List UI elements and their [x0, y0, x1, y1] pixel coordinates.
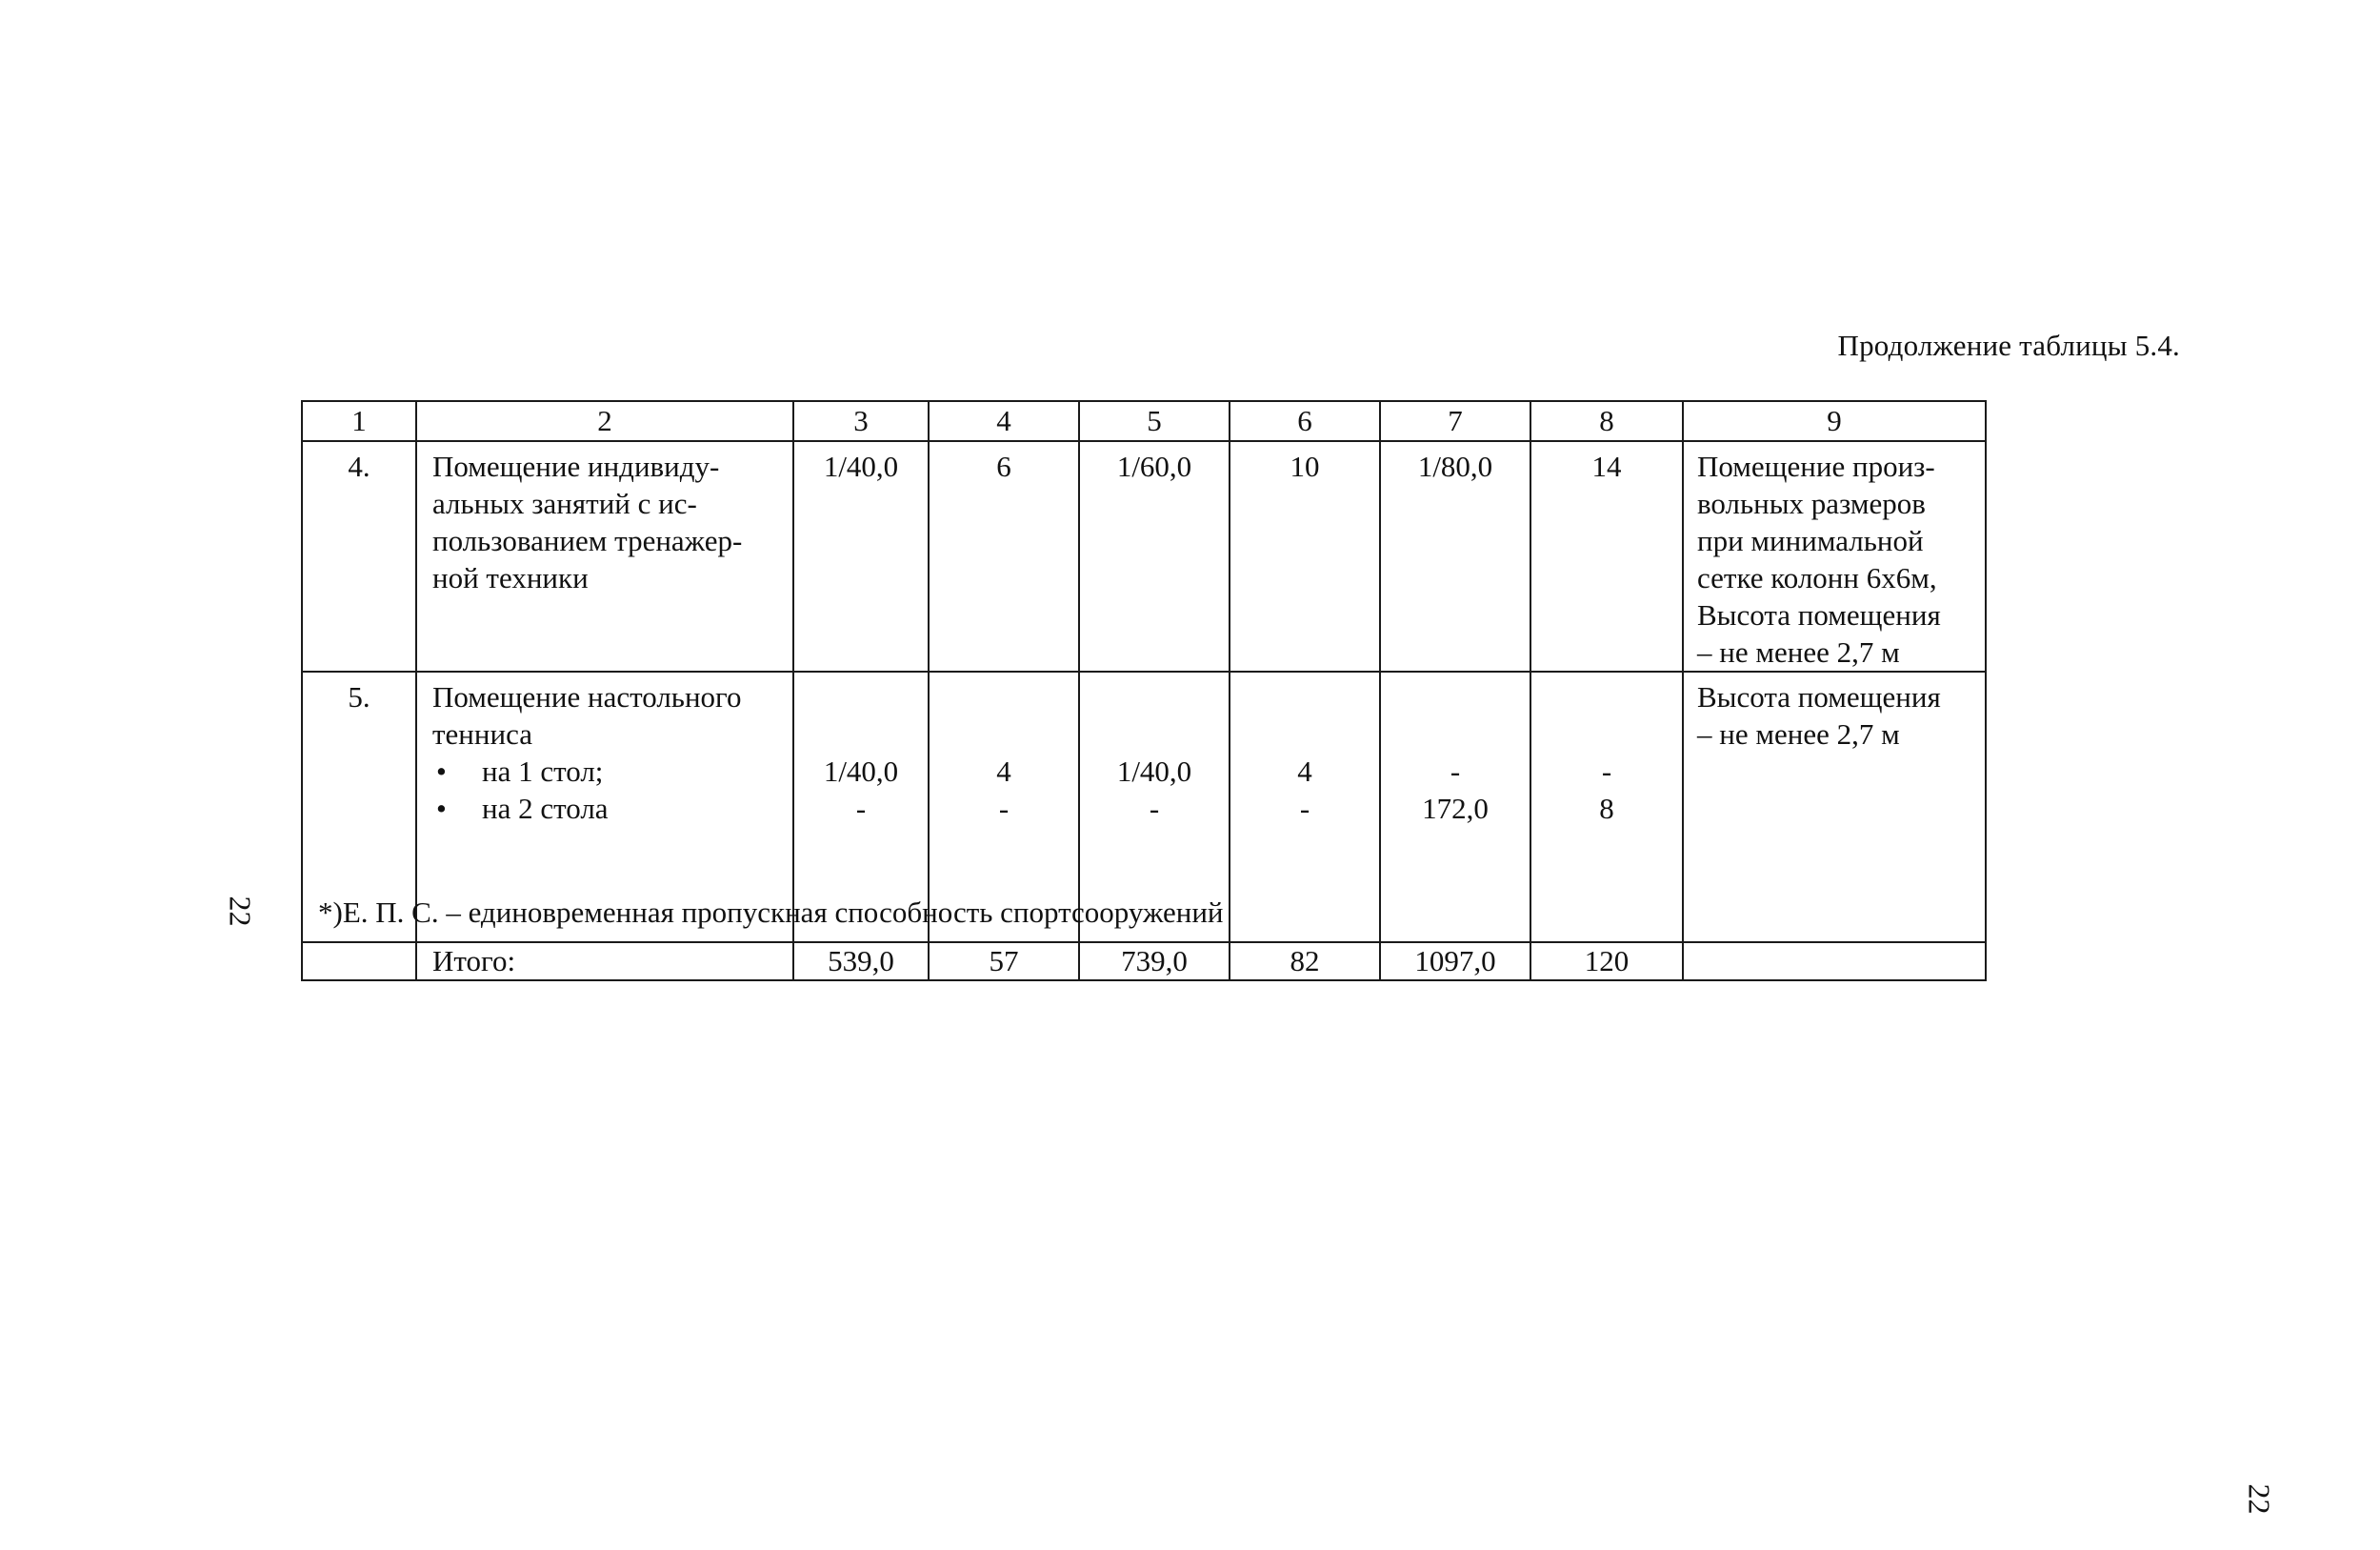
bullet-item	[432, 790, 785, 827]
bullet-icon: •	[436, 792, 447, 825]
header-cell: 5	[1079, 401, 1230, 441]
header-cell: 7	[1380, 401, 1530, 441]
page-number-right: 22	[2242, 1483, 2277, 1515]
total-row	[302, 942, 1986, 980]
note-line: вольных размеров	[1697, 487, 1926, 520]
footnote: *)Е. П. С. – единовременная пропускная способность спортсооружений	[318, 896, 1224, 929]
total-c5: 739,0	[1079, 942, 1230, 980]
note-cell	[1683, 672, 1986, 942]
total-c9	[1683, 942, 1986, 980]
sub-value: 1/40,0	[823, 755, 899, 788]
row-number: 4.	[302, 441, 416, 672]
header-row	[302, 401, 1986, 441]
bullet-label: на 2 стола	[482, 792, 609, 825]
data-table	[301, 400, 1987, 981]
sub-value: 1/40,0	[1116, 755, 1192, 788]
bullet-icon: •	[436, 755, 447, 788]
note-cell	[1683, 441, 1986, 672]
table-row	[302, 441, 1986, 672]
total-label: Итого:	[416, 942, 793, 980]
note-line: сетке колонн 6х6м,	[1697, 561, 1937, 594]
note-line: Высота помещения	[1697, 598, 1941, 632]
cell-c3: 1/40,0	[793, 441, 929, 672]
room-name-line: альных занятий с ис-	[432, 487, 697, 520]
sub-value: -	[1149, 792, 1160, 825]
table-caption: Продолжение таблицы 5.4.	[1837, 329, 2180, 362]
cell-c8: 14	[1530, 441, 1683, 672]
room-name-line: Помещение индивиду-	[432, 450, 720, 483]
total-c7: 1097,0	[1380, 942, 1530, 980]
total-c6: 82	[1230, 942, 1380, 980]
sub-value: 4	[996, 755, 1011, 788]
sub-value: 4	[1297, 755, 1312, 788]
room-name-line: Помещение настольного	[432, 680, 742, 714]
header-cell: 8	[1530, 401, 1683, 441]
sub-value: 8	[1599, 792, 1614, 825]
header-cell: 4	[929, 401, 1079, 441]
room-name	[416, 441, 793, 672]
room-name-line: пользованием тренажер-	[432, 524, 743, 557]
cell-c4: 6	[929, 441, 1079, 672]
total-empty-cell	[302, 942, 416, 980]
page-number-left: 22	[223, 896, 258, 927]
note-line: Помещение произ-	[1697, 450, 1935, 483]
cell-c6: 10	[1230, 441, 1380, 672]
total-c3: 539,0	[793, 942, 929, 980]
note-line: – не менее 2,7 м	[1697, 635, 1900, 669]
header-cell: 2	[416, 401, 793, 441]
note-line: Высота помещения	[1697, 680, 1941, 714]
cell-c6	[1230, 672, 1380, 942]
note-line: при минимальной	[1697, 524, 1924, 557]
header-cell: 9	[1683, 401, 1986, 441]
room-name-line: тенниса	[432, 717, 532, 751]
cell-c5: 1/60,0	[1079, 441, 1230, 672]
cell-c7: 1/80,0	[1380, 441, 1530, 672]
room-name-line: ной техники	[432, 561, 589, 594]
cell-c7	[1380, 672, 1530, 942]
bullet-item	[432, 753, 785, 790]
cell-c8	[1530, 672, 1683, 942]
bullet-label: на 1 стол;	[482, 755, 604, 788]
sub-value: -	[998, 792, 1010, 825]
header-cell: 6	[1230, 401, 1380, 441]
header-cell: 3	[793, 401, 929, 441]
sub-value: 172,0	[1422, 792, 1489, 825]
sub-value: -	[1299, 792, 1310, 825]
total-c8: 120	[1530, 942, 1683, 980]
header-cell: 1	[302, 401, 416, 441]
total-c4: 57	[929, 942, 1079, 980]
row-number: 5.	[302, 672, 416, 942]
sub-value: -	[1601, 755, 1612, 788]
note-line: – не менее 2,7 м	[1697, 717, 1900, 751]
sub-value: -	[855, 792, 867, 825]
sub-value: -	[1450, 755, 1461, 788]
